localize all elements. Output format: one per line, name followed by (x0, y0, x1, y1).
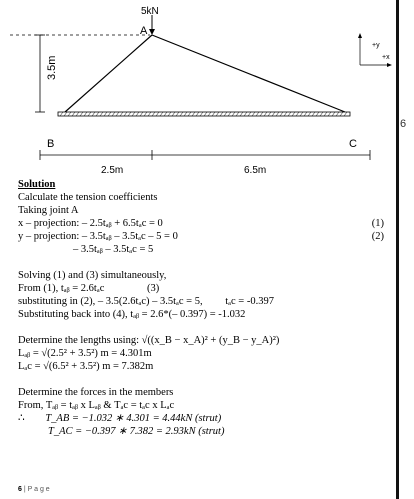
joint-b-label: B (47, 138, 55, 150)
y-projection-line (18, 230, 398, 243)
axis-x-label: +x (382, 54, 390, 61)
solution-heading: Solution (18, 179, 56, 190)
footer-page-number: 6 (18, 486, 22, 493)
substitution-line (18, 295, 398, 308)
solving-heading: Solving (1) and (3) simultaneously, (18, 270, 167, 281)
length-ab: Lₐᵦ = √(2.5² + 3.5²) m = 4.301m (18, 348, 152, 359)
member-ac (152, 35, 345, 112)
solution-intro: Calculate the tension coefficients (18, 192, 158, 203)
adjacent-page-strip (399, 0, 414, 499)
therefore-symbol: ∴ (18, 413, 25, 424)
x-projection-eq: x – projection: – 2.5tₐᵦ + 6.5tₐc = 0 (18, 218, 163, 229)
eq-number-1: (1) (371, 218, 384, 229)
lengths-heading: Determine the lengths using: √((x_B − x_A)² + (y_B − y_A)²) (18, 335, 280, 346)
footer-page-label: | P a g e (23, 486, 50, 493)
y-projection-eq: y – projection: – 3.5tₐᵦ – 3.5tₐc – 5 = 0 (18, 231, 178, 242)
load-label: 5kN (141, 6, 159, 17)
force-ab: T_AB = −1.032 ∗ 4.301 = 4.44kN (strut) (45, 413, 222, 424)
axis-y-label: +y (372, 42, 380, 49)
forces-heading: Determine the forces in the members (18, 387, 174, 398)
truss-diagram (0, 0, 396, 180)
load-arrowhead (149, 29, 155, 35)
length-ac: Lₐc = √(6.5² + 3.5²) m = 7.382m (18, 361, 154, 372)
force-ab-line (18, 412, 398, 425)
from-one-eq: From (1), tₐᵦ = 2.6tₐc (18, 283, 105, 294)
height-label: 3.5m (46, 55, 58, 80)
force-ac: T_AC = −0.397 ∗ 7.382 = 2.93kN (strut) (48, 426, 225, 437)
back-substitution-line: Substituting back into (4), tₐᵦ = 2.6*(– 0.397) = -1.032 (18, 309, 246, 320)
from-one-line (18, 282, 398, 295)
joint-a-text: Taking joint A (18, 205, 79, 216)
axis-y-arrowhead (358, 33, 362, 38)
axis-x-arrowhead (387, 63, 392, 67)
joint-a-label: A (140, 25, 148, 37)
span-left-label: 2.5m (101, 165, 124, 176)
substitution-eq: substituting in (2), – 3.5(2.6tₐc) – 3.5tₐc = 5, (18, 296, 203, 307)
forces-formula: From, Tₐᵦ = tₐᵦ x Lₐᵦ & Tₐc = tₐc x Lₐc (18, 400, 175, 411)
adjacent-page-number: 6 (400, 118, 407, 130)
span-right-label: 6.5m (244, 165, 267, 176)
joint-c-label: C (349, 138, 357, 150)
eq-number-3: (3) (147, 283, 160, 294)
member-ab (65, 35, 152, 112)
page-footer (18, 486, 50, 493)
x-projection-line (18, 217, 398, 230)
tac-result: tₐc = -0.397 (225, 296, 274, 307)
eq-number-2: (2) (371, 231, 384, 242)
y-rearranged-eq: – 3.5tₐᵦ – 3.5tₐc = 5 (73, 244, 154, 255)
solution-section (18, 178, 398, 438)
